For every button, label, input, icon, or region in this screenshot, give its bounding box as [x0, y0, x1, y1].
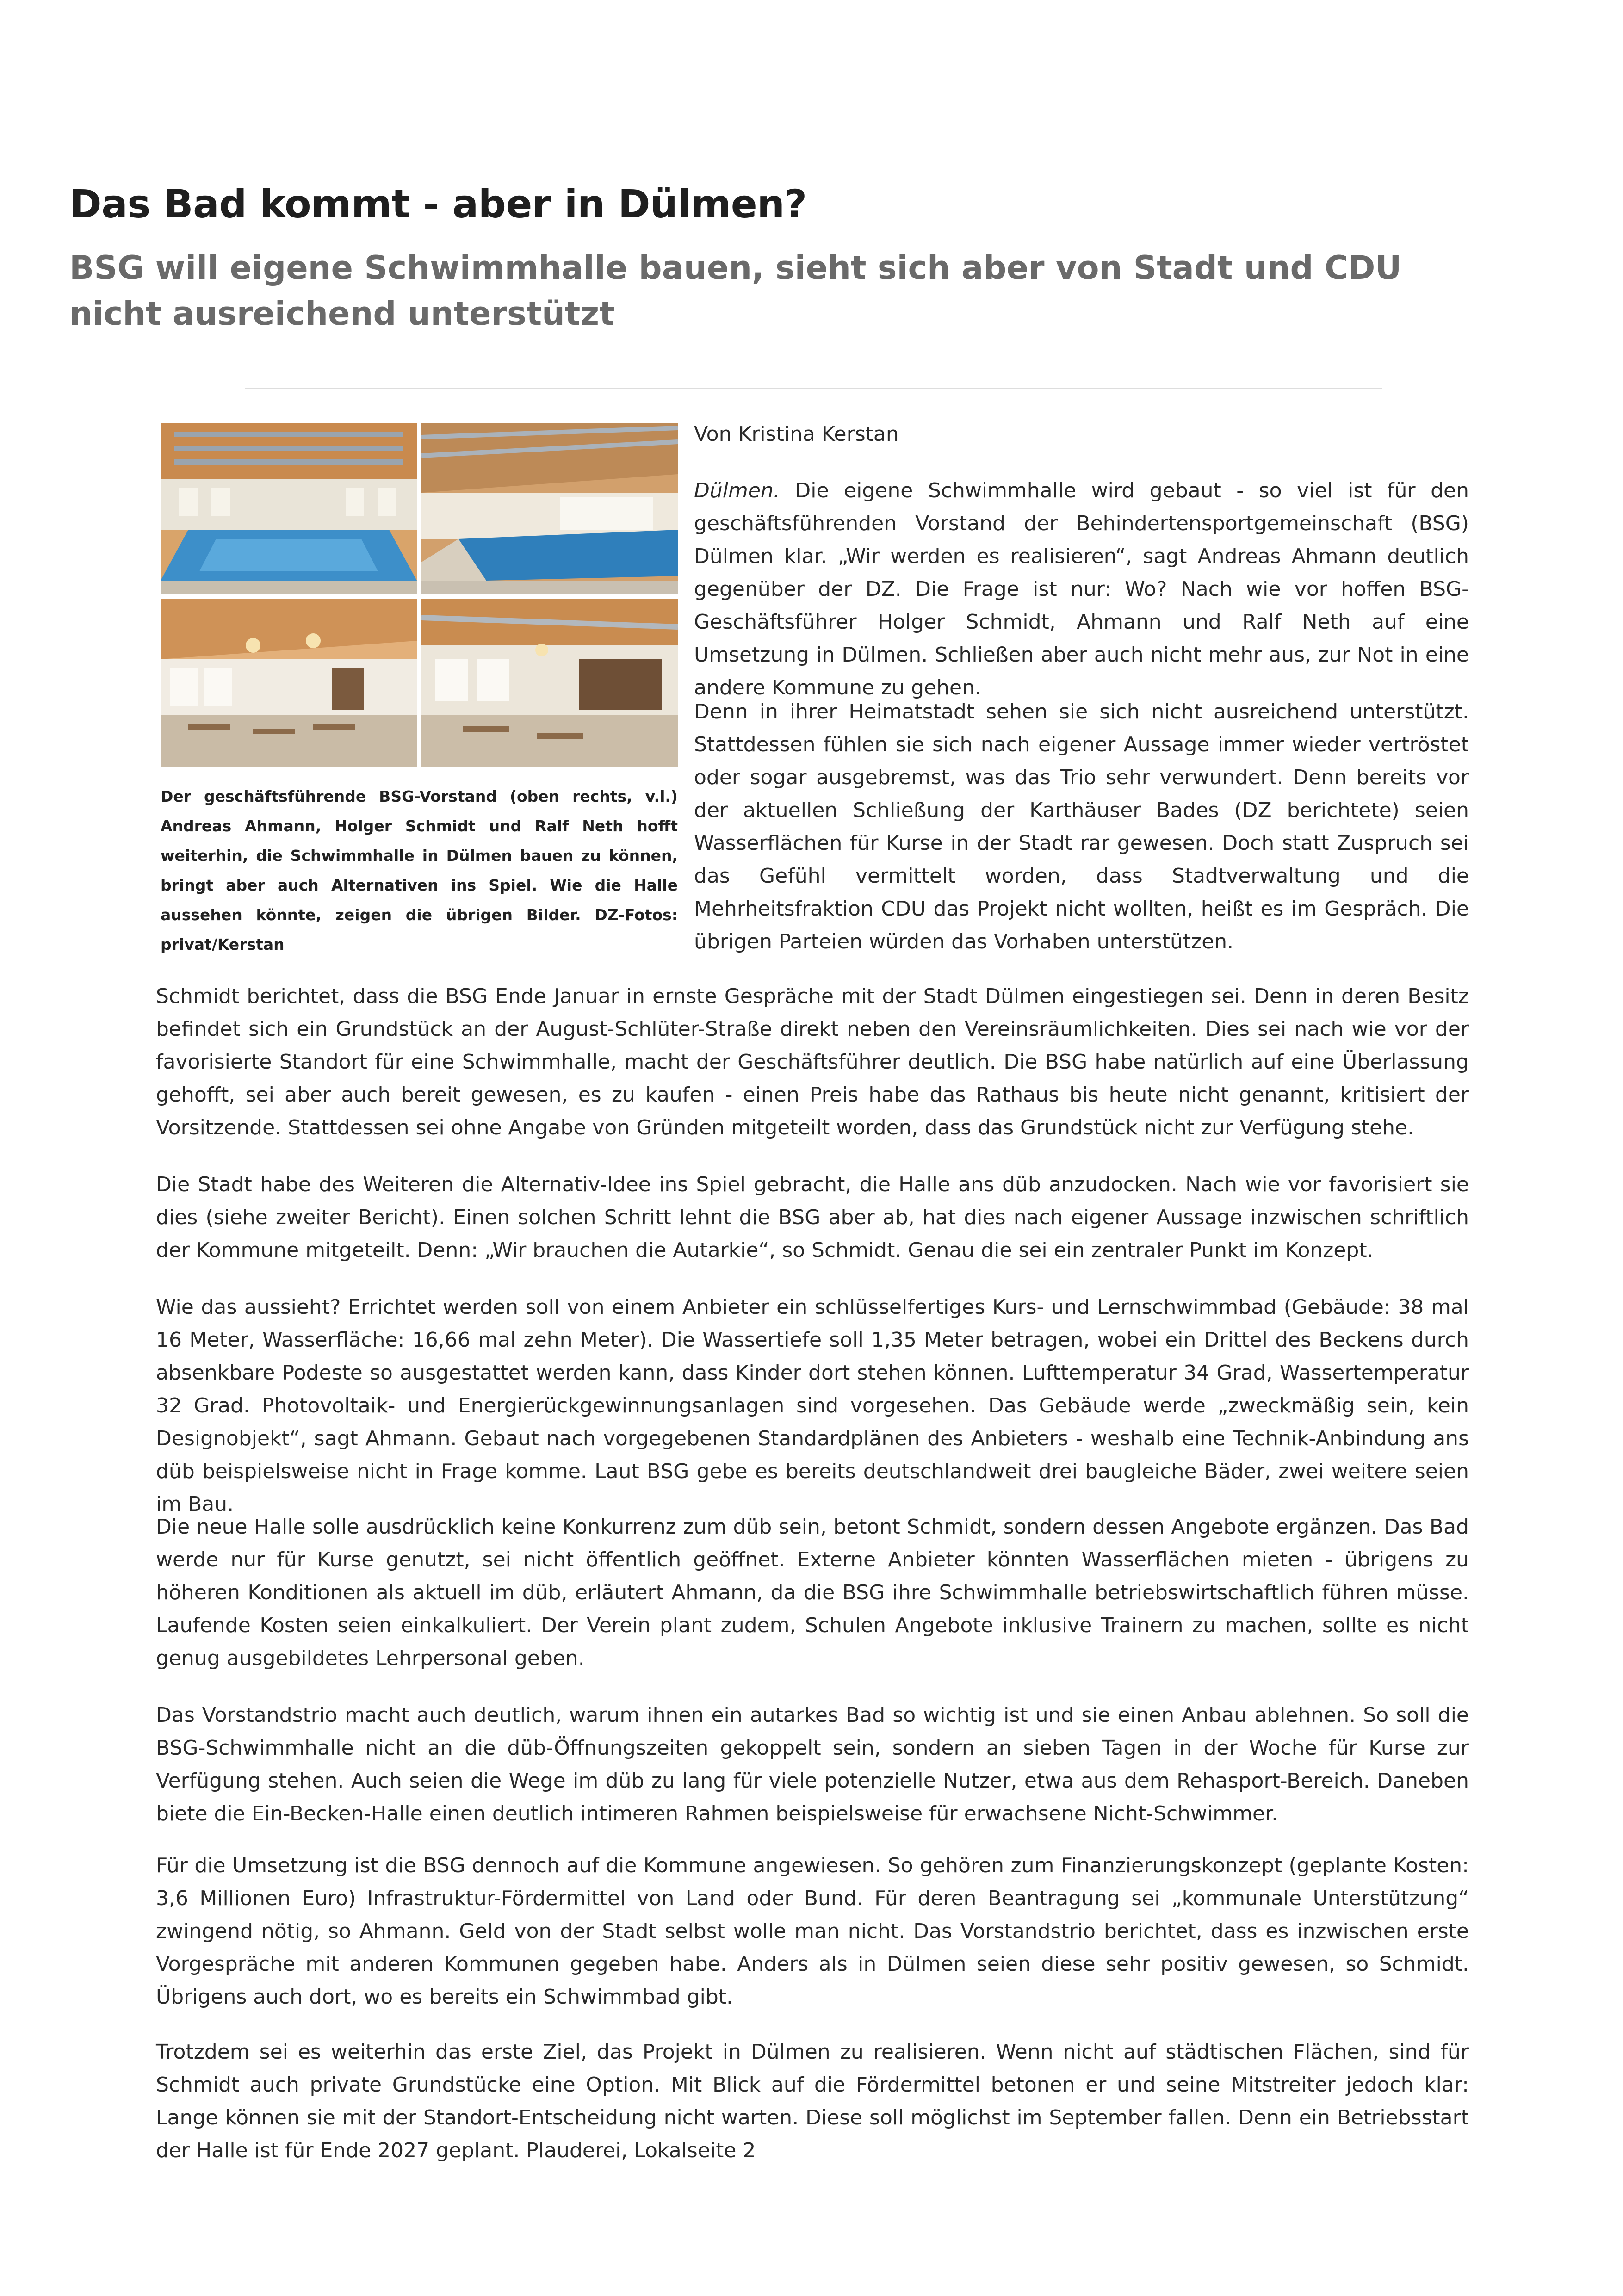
photo-collage — [161, 423, 678, 767]
paragraph: Trotzdem sei es weiterhin das erste Ziel, das Projekt in Dülmen zu realisieren. Wenn nicht auf städtischen Flächen, sind für Schmidt auch private Grundstücke eine Option. Mit Blick auf die Fördermittel betonen er und seine Mitstreiter jedoch klar: Lange können sie mit der Standort-Entscheidung nicht warten. Diese soll möglichst im September fallen. Denn ein Betriebsstart der Halle ist für Ende 2027 geplant. Plauderei, Lokalseite 2 — [156, 2040, 1469, 2162]
cafeteria-interior-photo — [421, 599, 678, 767]
subheadline: BSG will eigene Schwimmhalle bauen, sieht sich aber von Stadt und CDU nicht ausreichend unterstützt — [69, 249, 1402, 333]
paragraph: Wie das aussieht? Errichtet werden soll von einem Anbieter ein schlüsselfertiges Kurs- und Lernschwimmbad (Gebäude: 38 mal 16 Meter, Wasserfläche: 16,66 mal zehn Meter). Die Wassertiefe soll 1,35 Meter betragen, wobei ein Drittel des Beckens durch absenkbare Podeste so ausgestattet werden kann, dass Kinder dort stehen können. Lufttemperatur 34 Grad, Wassertemperatur 32 Grad. Photovoltaik- und Energierückgewinnungsanlagen sind vorgesehen. Das Gebäude werde „zweckmäßig sein, kein Designobjekt“, sagt Ahmann. Gebaut nach vorgegebenen Standardplänen des Anbieters - weshalb eine Technik-Anbindung ans düb beispielsweise nicht in Frage komme. Laut BSG gebe es bereits deutschlandweit drei baugleiche Bäder, zwei weitere seien im Bau. — [156, 1295, 1469, 1516]
paragraph: Die Stadt habe des Weiteren die Alternativ-Idee ins Spiel gebracht, die Halle ans düb anzudocken. Nach wie vor favorisiert sie dies (siehe zweiter Bericht). Einen solchen Schritt lehnt die BSG aber ab, hat dies nach eigener Aussage inzwischen schriftlich der Kommune mitgeteilt. Denn: „Wir brauchen die Autarkie“, so Schmidt. Genau die sei ein zentraler Punkt im Konzept. — [156, 1173, 1469, 1262]
paragraph — [694, 474, 1469, 704]
divider — [245, 388, 1382, 389]
headline: Das Bad kommt - aber in Dülmen? — [69, 181, 807, 227]
swimming-pool-hall-photo — [421, 423, 678, 594]
paragraph: Für die Umsetzung ist die BSG dennoch auf die Kommune angewiesen. So gehören zum Finanzierungskonzept (geplante Kosten: 3,6 Millionen Euro) Infrastruktur-Fördermittel von Land oder Bund. Für deren Beantragung sei „kommunale Unterstützung“ zwingend nötig, so Ahmann. Geld von der Stadt selbst wolle man nicht. Das Vorstandstrio berichtet, dass es inzwischen erste Vorgespräche mit anderen Kommunen gegeben habe. Anders als in Dülmen seien diese sehr positiv gewesen, so Schmidt. Übrigens auch dort, wo es bereits ein Schwimmbad gibt. — [156, 1854, 1469, 2009]
paragraph: Denn in ihrer Heimatstadt sehen sie sich nicht ausreichend unterstützt. Stattdessen fühlen sie sich nach eigener Aussage immer wieder vertröstet oder sogar ausgebremst, was das Trio sehr verwundert. Denn bereits vor der aktuellen Schließung der Karthäuser Bades (DZ berichtete) seien Wasserflächen für Kurse in der Stadt rar gewesen. Doch statt Zuspruch sei das Gefühl vermittelt worden, dass Stadtverwaltung und die Mehrheitsfraktion CDU das Projekt nicht wollten, heißt es im Gespräch. Die übrigen Parteien würden das Vorhaben unterstützen. — [694, 700, 1469, 953]
paragraph: Die neue Halle solle ausdrücklich keine Konkurrenz zum düb sein, betont Schmidt, sondern dessen Angebote ergänzen. Das Bad werde nur für Kurse genutzt, sei nicht öffentlich geöffnet. Externe Anbieter könnten Wasserflächen mieten - übrigens zu höheren Konditionen als aktuell im düb, erläutert Ahmann, da die BSG ihre Schwimmhalle betriebswirtschaftlich führen müsse. Laufende Kosten seien einkalkuliert. Der Verein plant zudem, Schulen Angebote inklusive Trainern zu machen, sollte es nicht genug ausgebildetes Lehrpersonal geben. — [156, 1515, 1469, 1670]
paragraph: Schmidt berichtet, dass die BSG Ende Januar in ernste Gespräche mit der Stadt Dülmen eingestiegen sei. Denn in deren Besitz befindet sich ein Grundstück an der August-Schlüter-Straße direkt neben den Vereinsräumlichkeiten. Dies sei nach wie vor der favorisierte Standort für eine Schwimmhalle, macht der Geschäftsführer deutlich. Die BSG habe natürlich auf eine Überlassung gehofft, sei aber auch bereit gewesen, es zu kaufen - einen Preis habe das Rathaus bis heute nicht genannt, kritisiert der Vorsitzende. Stattdessen sei ohne Angabe von Gründen mitgeteilt worden, dass das Grundstück nicht zur Verfügung stehe. — [156, 984, 1469, 1139]
swimming-pool-hall-photo — [161, 423, 417, 594]
photo-caption: Der geschäftsführende BSG-Vorstand (oben rechts, v.l.) Andreas Ahmann, Holger Schmidt und Ralf Neth hofft weiterhin, die Schwimmhalle in Dülmen bauen zu können, bringt aber auch Alternativen ins Spiel. Wie die Halle aussehen könnte, zeigen die übrigen Bilder. DZ-Fotos: privat/Kerstan — [161, 787, 678, 953]
paragraph-text: Die eigene Schwimmhalle wird gebaut - so viel ist für den geschäftsführenden Vorstand der Behindertensportgemeinschaft (BSG) Dülmen klar. „Wir werden es realisieren“, sagt Andreas Ahmann deutlich gegenüber der DZ. Die Frage ist nur: Wo? Nach wie vor hoffen BSG-Geschäftsführer Holger Schmidt, Ahmann und Ralf Neth auf eine Umsetzung in Dülmen. Schließen aber auch nicht mehr aus, zur Not in eine andere Kommune zu gehen. — [694, 479, 1469, 699]
paragraph: Das Vorstandstrio macht auch deutlich, warum ihnen ein autarkes Bad so wichtig ist und sie einen Anbau ablehnen. So soll die BSG-Schwimmhalle nicht an die düb-Öffnungszeiten gekoppelt sein, sondern an sieben Tagen in der Woche für Kurse zur Verfügung stehen. Auch seien die Wege im düb zu lang für viele potenzielle Nutzer, etwa aus dem Rehasport-Bereich. Daneben biete die Ein-Becken-Halle einen deutlich intimeren Rahmen beispielsweise für erwachsene Nicht-Schwimmer. — [156, 1703, 1469, 1826]
cafeteria-interior-photo — [161, 599, 417, 767]
dateline: Dülmen. — [694, 479, 780, 502]
author-byline: Von Kristina Kerstan — [694, 422, 899, 446]
